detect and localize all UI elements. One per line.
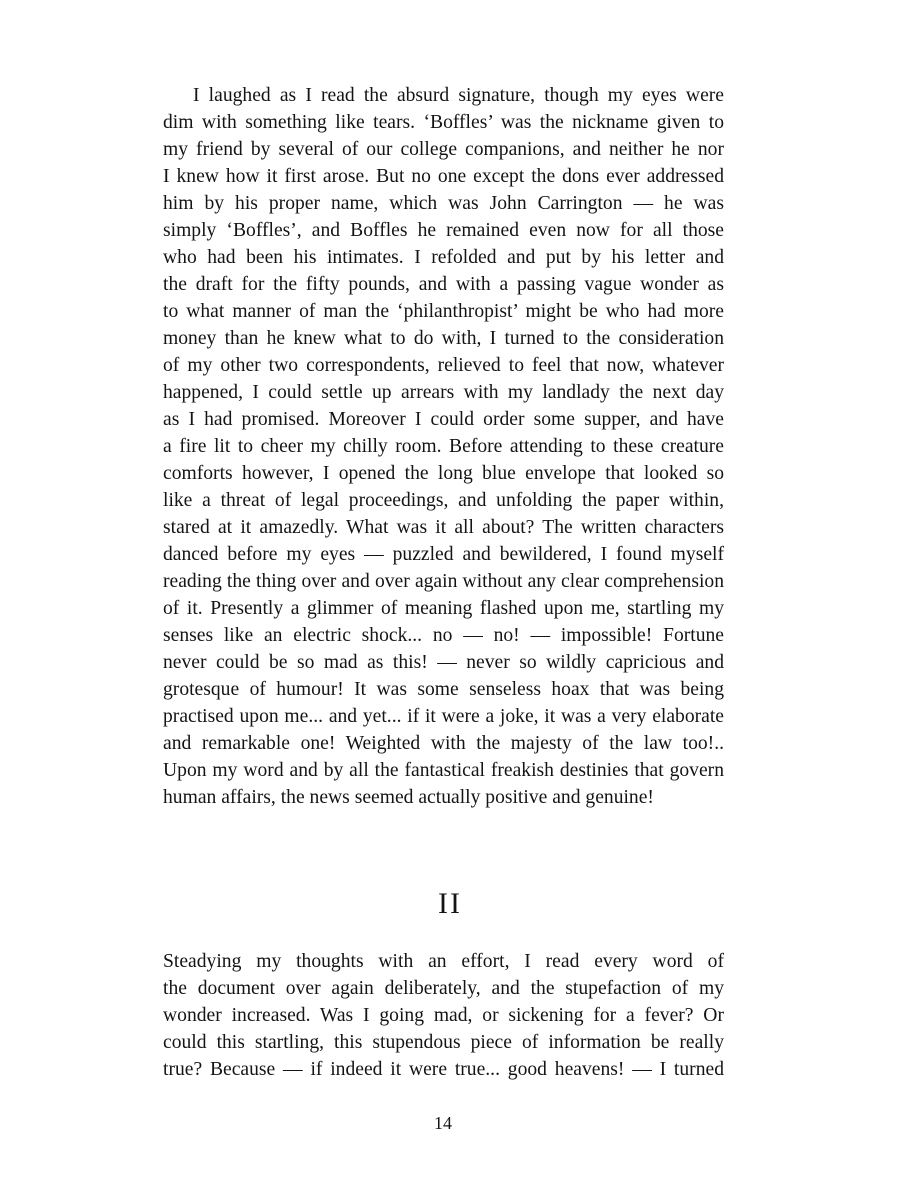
paragraph-line: my friend by several of our college companions, and neither he nor bbox=[163, 139, 724, 160]
paragraph-1 bbox=[163, 82, 724, 811]
paragraph-line: who had been his intimates. I refolded and put by his letter and bbox=[163, 247, 724, 268]
paragraph-line: human affairs, the news seemed actually positive and genuine! bbox=[163, 787, 654, 808]
paragraph-line: I knew how it first arose. But no one except the dons ever addressed bbox=[163, 166, 724, 187]
paragraph-line: could this startling, this stupendous piece of information be really bbox=[163, 1032, 724, 1053]
paragraph-line: Steadying my thoughts with an effort, I read every word of bbox=[163, 951, 724, 972]
paragraph-line: as I had promised. Moreover I could order some supper, and have bbox=[163, 409, 724, 430]
paragraph-2 bbox=[163, 948, 724, 1083]
paragraph-line: the draft for the fifty pounds, and with a passing vague wonder as bbox=[163, 274, 724, 295]
paragraph-line: happened, I could settle up arrears with my landlady the next day bbox=[163, 382, 724, 403]
paragraph-line: comforts however, I opened the long blue envelope that looked so bbox=[163, 463, 724, 484]
paragraph-line: wonder increased. Was I going mad, or sickening for a fever? Or bbox=[163, 1005, 724, 1026]
paragraph-line: never could be so mad as this! — never so wildly capricious and bbox=[163, 652, 724, 673]
chapter-heading: II bbox=[438, 887, 462, 920]
paragraph-line: Upon my word and by all the fantastical freakish destinies that govern bbox=[163, 760, 724, 781]
paragraph-line: stared at it amazedly. What was it all about? The written characters bbox=[163, 517, 724, 538]
paragraph-line: senses like an electric shock... no — no! — impossible! Fortune bbox=[163, 625, 724, 646]
paragraph-line: I laughed as I read the absurd signature, though my eyes were bbox=[193, 85, 724, 106]
paragraph-line: reading the thing over and over again without any clear comprehension bbox=[163, 571, 724, 592]
paragraph-line: and remarkable one! Weighted with the majesty of the law too!.. bbox=[163, 733, 724, 754]
paragraph-line: danced before my eyes — puzzled and bewildered, I found myself bbox=[163, 544, 724, 565]
paragraph-line: like a threat of legal proceedings, and unfolding the paper within, bbox=[163, 490, 724, 511]
paragraph-line: money than he knew what to do with, I turned to the consideration bbox=[163, 328, 724, 349]
paragraph-line: him by his proper name, which was John Carrington — he was bbox=[163, 193, 724, 214]
paragraph-line: a fire lit to cheer my chilly room. Before attending to these creature bbox=[163, 436, 724, 457]
paragraph-line: of it. Presently a glimmer of meaning flashed upon me, startling my bbox=[163, 598, 724, 619]
paragraph-line: true? Because — if indeed it were true... good heavens! — I turned bbox=[163, 1059, 724, 1080]
paragraph-line: the document over again deliberately, and the stupefaction of my bbox=[163, 978, 724, 999]
paragraph-line: grotesque of humour! It was some senseless hoax that was being bbox=[163, 679, 724, 700]
paragraph-line: practised upon me... and yet... if it were a joke, it was a very elaborate bbox=[163, 706, 724, 727]
paragraph-line: simply ‘Boffles’, and Boffles he remained even now for all those bbox=[163, 220, 724, 241]
paragraph-line: dim with something like tears. ‘Boffles’ was the nickname given to bbox=[163, 112, 724, 133]
paragraph-line: to what manner of man the ‘philanthropist’ might be who had more bbox=[163, 301, 724, 322]
page-number: 14 bbox=[434, 1113, 452, 1133]
paragraph-line: of my other two correspondents, relieved to feel that now, whatever bbox=[163, 355, 724, 376]
